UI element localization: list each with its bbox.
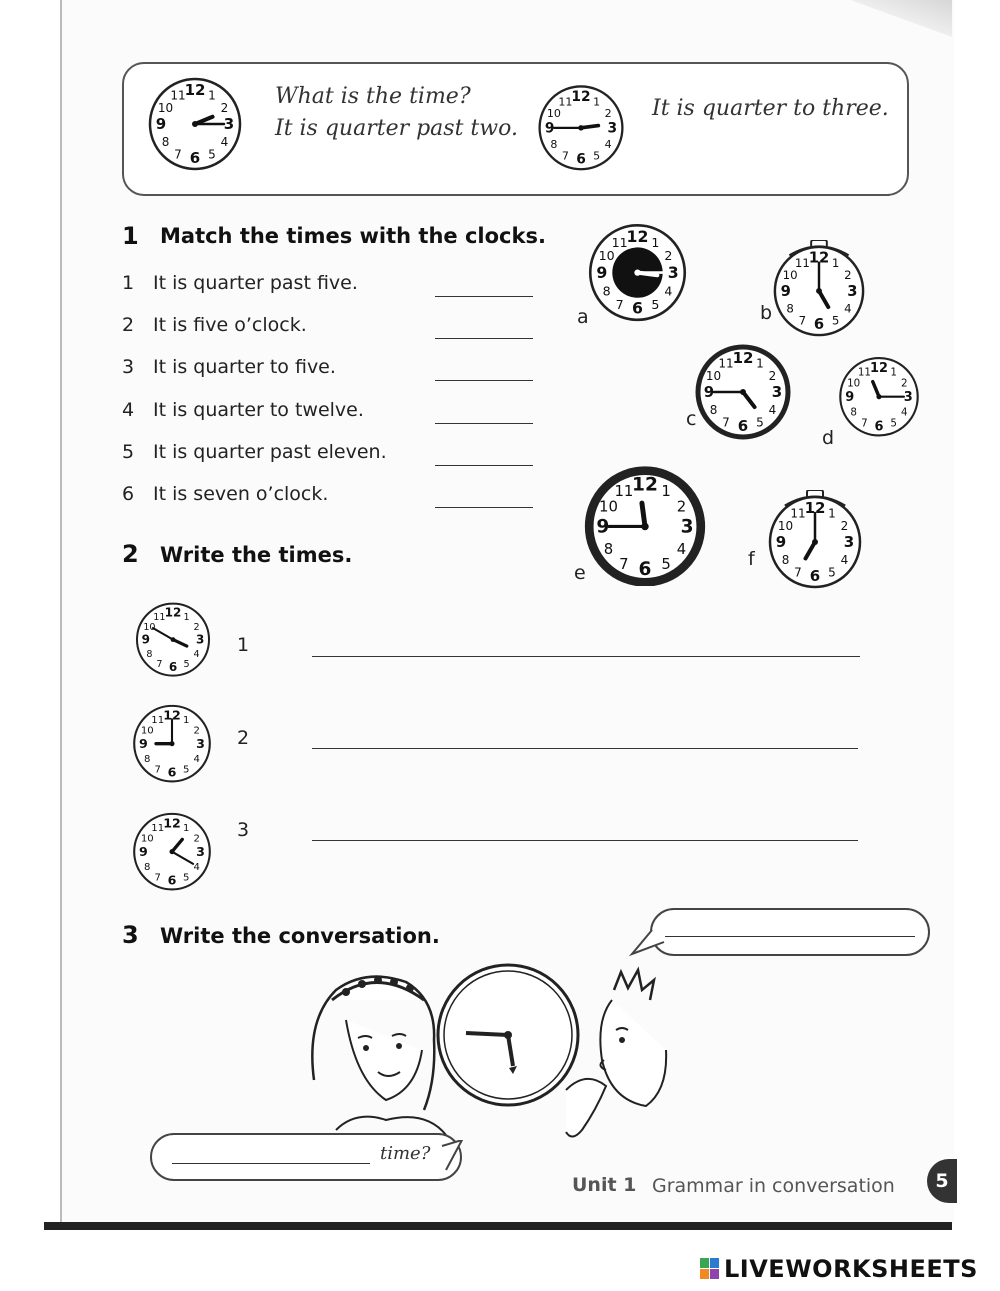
- section-1-title: Match the times with the clocks.: [160, 224, 546, 248]
- clock-numeral: 6: [167, 764, 177, 780]
- clock-numeral: 12: [184, 81, 206, 99]
- clock-pivot: [169, 741, 174, 746]
- clock-numeral: 11: [151, 823, 165, 835]
- clock-numeral: 3: [607, 120, 618, 137]
- clock-numeral: 5: [831, 313, 840, 328]
- clock-numeral: 3: [667, 262, 679, 282]
- clock-numeral: 9: [141, 632, 150, 647]
- example-question: What is the time?: [275, 84, 471, 109]
- clock-numeral: 2: [220, 101, 229, 115]
- clock-numeral: 8: [550, 138, 558, 152]
- clock-b-icon: [770, 240, 868, 338]
- clock-numeral: 3: [196, 632, 205, 647]
- boy-speech-bubble: [650, 908, 930, 956]
- clock-numeral: 9: [845, 390, 855, 406]
- clock-numeral: 3: [771, 383, 783, 401]
- clock-numeral: 2: [193, 833, 200, 845]
- clock-numeral: 3: [847, 282, 858, 300]
- write-answer-line-2[interactable]: [312, 748, 858, 749]
- match-item-text: It is five o’clock.: [153, 314, 307, 336]
- clock-numeral: 8: [602, 283, 611, 299]
- match-item-number: 1: [122, 272, 135, 294]
- boy-bubble-tail-icon: [628, 928, 668, 958]
- write-item-number-2: 2: [237, 727, 250, 749]
- clock-numeral: 5: [183, 764, 190, 776]
- clock-numeral: 3: [843, 533, 855, 551]
- write-item-number-3: 3: [237, 819, 250, 841]
- clock-numeral: 10: [599, 497, 618, 516]
- clock-pivot: [740, 389, 746, 395]
- clock-numeral: 6: [809, 567, 821, 585]
- clock-numeral: 4: [193, 754, 200, 766]
- clock-numeral: 1: [661, 482, 671, 501]
- clock-pivot: [876, 394, 881, 399]
- clock-numeral: 8: [603, 539, 614, 558]
- clock-numeral: 10: [777, 519, 794, 533]
- clock-numeral: 9: [544, 120, 555, 137]
- clock-numeral: 5: [208, 147, 216, 162]
- write-answer-line-3[interactable]: [312, 840, 858, 841]
- clock-numeral: 5: [183, 659, 190, 671]
- clock-pivot: [192, 121, 198, 127]
- clock-numeral: 11: [611, 234, 628, 250]
- clock-a-icon: [585, 218, 690, 323]
- clock-numeral: 11: [718, 356, 734, 371]
- clock-numeral: 5: [651, 296, 660, 312]
- clock-pivot: [634, 269, 640, 275]
- clock-numeral: 4: [193, 862, 200, 874]
- clock-numeral: 8: [850, 406, 857, 419]
- clock-label-c: c: [686, 408, 697, 430]
- liveworksheets-logo-icon: [700, 1258, 720, 1280]
- clock-numeral: 6: [168, 659, 178, 674]
- clock-numeral: 4: [220, 135, 229, 149]
- example-answer-2: It is quarter to three.: [652, 96, 889, 121]
- clock-numeral: 7: [794, 565, 802, 580]
- big-wall-clock-icon: [438, 965, 578, 1105]
- clock-label-e: e: [574, 562, 586, 584]
- clock-numeral: 11: [857, 366, 871, 379]
- clock-numeral: 10: [143, 622, 156, 633]
- clock-numeral: 4: [604, 138, 612, 152]
- clock-2-2-icon: [130, 700, 214, 784]
- clock-numeral: 10: [140, 833, 154, 845]
- clock-numeral: 10: [598, 248, 615, 263]
- clock-numeral: 12: [626, 227, 649, 247]
- clock-numeral: 8: [144, 754, 151, 766]
- clock-numeral: 8: [781, 553, 790, 567]
- clock-numeral: 6: [576, 151, 586, 168]
- clock-numeral: 9: [596, 262, 608, 282]
- clock-numeral: 12: [804, 499, 826, 517]
- section-2-title: Write the times.: [160, 543, 353, 567]
- conversation-illustration: [296, 960, 676, 1152]
- girl-figure-icon: [312, 976, 446, 1135]
- clock-d-icon: [836, 352, 922, 438]
- match-answer-line[interactable]: [435, 296, 533, 297]
- clock-numeral: 7: [619, 555, 629, 574]
- section-1-number: 1: [122, 222, 139, 250]
- clock-numeral: 5: [183, 872, 190, 884]
- clock-numeral: 11: [790, 506, 806, 521]
- match-item-text: It is quarter past five.: [153, 272, 358, 294]
- clock-numeral: 2: [901, 377, 908, 390]
- clock-numeral: 4: [840, 553, 849, 567]
- clock-numeral: 8: [144, 862, 151, 874]
- clock-pivot: [812, 539, 818, 545]
- clock-numeral: 10: [705, 369, 722, 383]
- clock-numeral: 9: [155, 115, 167, 133]
- clock-numeral: 1: [208, 88, 216, 103]
- girl-answer-line[interactable]: [172, 1163, 370, 1164]
- clock-label-d: d: [822, 427, 835, 449]
- clock-numeral: 1: [890, 366, 897, 379]
- clock-numeral: 5: [661, 555, 671, 574]
- clock-numeral: 8: [709, 403, 718, 417]
- clock-numeral: 12: [808, 249, 830, 267]
- clock-numeral: 6: [167, 872, 177, 888]
- clock-numeral: 4: [676, 539, 687, 558]
- match-item-number: 2: [122, 314, 135, 336]
- clock-numeral: 8: [146, 649, 153, 661]
- clock-f-icon: [765, 490, 865, 590]
- clock-numeral: 5: [756, 415, 764, 430]
- clock-numeral: 6: [874, 419, 884, 435]
- clock-numeral: 10: [782, 268, 798, 283]
- clock-pivot: [816, 288, 822, 294]
- clock-numeral: 7: [722, 415, 730, 430]
- match-answer-line[interactable]: [435, 423, 533, 424]
- clock-numeral: 6: [189, 149, 201, 167]
- clock-numeral: 1: [756, 356, 764, 371]
- clock-numeral: 7: [154, 872, 161, 884]
- match-answer-line[interactable]: [435, 465, 533, 466]
- clock-pivot: [578, 125, 584, 131]
- clock-numeral: 8: [786, 301, 794, 316]
- clock-numeral: 4: [844, 301, 852, 316]
- clock-numeral: 7: [798, 313, 807, 328]
- clock-e-icon: [583, 462, 707, 586]
- clock-numeral: 2: [604, 106, 612, 120]
- page-number: 5: [927, 1159, 957, 1203]
- liveworksheets-brand: LIVEWORKSHEETS: [724, 1255, 978, 1283]
- match-item-number: 4: [122, 399, 135, 421]
- clock-label-a: a: [577, 306, 589, 328]
- clock-numeral: 10: [847, 377, 861, 390]
- clock-pivot: [641, 523, 648, 530]
- clock-numeral: 6: [632, 298, 643, 318]
- match-answer-line[interactable]: [435, 507, 533, 508]
- match-item-number: 6: [122, 483, 135, 505]
- match-item-text: It is quarter past eleven.: [153, 441, 387, 463]
- clock-numeral: 6: [737, 417, 749, 435]
- clock-numeral: 1: [831, 256, 840, 271]
- clock-numeral: 9: [139, 843, 148, 859]
- match-item-text: It is quarter to five.: [153, 356, 336, 378]
- clock-numeral: 2: [844, 268, 852, 283]
- clock-2-3-icon: [130, 808, 214, 892]
- clock-numeral: 9: [139, 735, 148, 751]
- clock-label-b: b: [760, 302, 773, 324]
- section-3-number: 3: [122, 921, 139, 949]
- clock-numeral: 9: [775, 533, 787, 551]
- write-item-number-1: 1: [237, 634, 250, 656]
- clock-numeral: 1: [183, 612, 190, 624]
- match-item-text: It is quarter to twelve.: [153, 399, 364, 421]
- clock-example-quarter-to-three-icon: [535, 80, 627, 172]
- clock-numeral: 1: [183, 715, 190, 727]
- clock-numeral: 9: [703, 383, 715, 401]
- clock-numeral: 7: [154, 764, 161, 776]
- clock-numeral: 11: [614, 482, 634, 501]
- clock-numeral: 7: [615, 296, 624, 312]
- match-answer-line[interactable]: [435, 338, 533, 339]
- girl-bubble-tail-icon: [440, 1140, 466, 1180]
- footer-unit: Unit 1: [572, 1174, 637, 1196]
- clock-numeral: 2: [193, 725, 200, 737]
- clock-numeral: 12: [870, 360, 888, 376]
- girl-bubble-text: time?: [380, 1143, 431, 1164]
- clock-numeral: 6: [813, 316, 825, 334]
- clock-numeral: 12: [571, 89, 591, 106]
- clock-numeral: 5: [828, 565, 836, 580]
- page-corner-fold: [852, 0, 952, 45]
- clock-numeral: 2: [768, 369, 777, 383]
- clock-numeral: 1: [593, 95, 601, 109]
- clock-numeral: 12: [163, 815, 181, 831]
- clock-numeral: 7: [156, 659, 163, 671]
- match-item-text: It is seven o’clock.: [153, 483, 329, 505]
- clock-numeral: 5: [593, 149, 601, 163]
- clock-numeral: 5: [890, 417, 897, 430]
- clock-pivot: [169, 849, 174, 854]
- match-item-number: 5: [122, 441, 135, 463]
- match-item-number: 3: [122, 356, 135, 378]
- clock-numeral: 11: [153, 612, 166, 624]
- clock-numeral: 11: [794, 256, 810, 271]
- match-answer-line[interactable]: [435, 380, 533, 381]
- clock-numeral: 2: [840, 519, 849, 533]
- clock-numeral: 9: [780, 282, 791, 300]
- boy-figure-icon: [566, 970, 666, 1137]
- clock-numeral: 10: [546, 106, 561, 120]
- clock-numeral: 3: [196, 735, 205, 751]
- clock-numeral: 2: [193, 622, 200, 633]
- section-2-number: 2: [122, 540, 139, 568]
- clock-c-icon: [693, 340, 793, 440]
- clock-numeral: 3: [196, 843, 205, 859]
- clock-numeral: 11: [558, 95, 573, 109]
- clock-numeral: 3: [223, 115, 235, 133]
- clock-numeral: 1: [651, 234, 660, 250]
- clock-numeral: 4: [664, 283, 673, 299]
- clock-numeral: 9: [596, 516, 610, 538]
- clock-numeral: 1: [828, 506, 836, 521]
- write-answer-line-1[interactable]: [312, 656, 860, 657]
- clock-numeral: 8: [161, 135, 170, 149]
- clock-numeral: 6: [638, 558, 652, 580]
- clock-numeral: 2: [664, 248, 673, 263]
- clock-numeral: 4: [901, 406, 908, 419]
- clock-label-f: f: [748, 548, 755, 570]
- clock-numeral: 4: [768, 403, 777, 417]
- clock-numeral: 1: [183, 823, 190, 835]
- footer-title: Grammar in conversation: [652, 1175, 895, 1197]
- clock-numeral: 10: [140, 725, 154, 737]
- clock-numeral: 12: [163, 707, 181, 723]
- clock-numeral: 12: [732, 349, 754, 367]
- clock-example-quarter-past-two-icon: [145, 72, 245, 172]
- clock-numeral: 7: [861, 417, 868, 430]
- page-bottom-edge: [44, 1222, 952, 1230]
- clock-numeral: 11: [170, 88, 186, 103]
- clock-numeral: 3: [680, 516, 694, 538]
- clock-numeral: 11: [151, 715, 165, 727]
- clock-numeral: 10: [157, 101, 174, 115]
- boy-answer-line[interactable]: [665, 936, 915, 937]
- section-3-title: Write the conversation.: [160, 924, 440, 948]
- clock-numeral: 3: [903, 390, 913, 406]
- clock-numeral: 7: [561, 149, 569, 163]
- clock-pivot: [171, 637, 176, 642]
- clock-2-1-icon: [133, 598, 213, 678]
- example-answer-1: It is quarter past two.: [275, 116, 518, 141]
- clock-numeral: 4: [193, 649, 200, 661]
- clock-numeral: 2: [676, 497, 687, 516]
- clock-numeral: 12: [164, 605, 182, 620]
- clock-numeral: 12: [632, 474, 658, 496]
- clock-numeral: 7: [174, 147, 182, 162]
